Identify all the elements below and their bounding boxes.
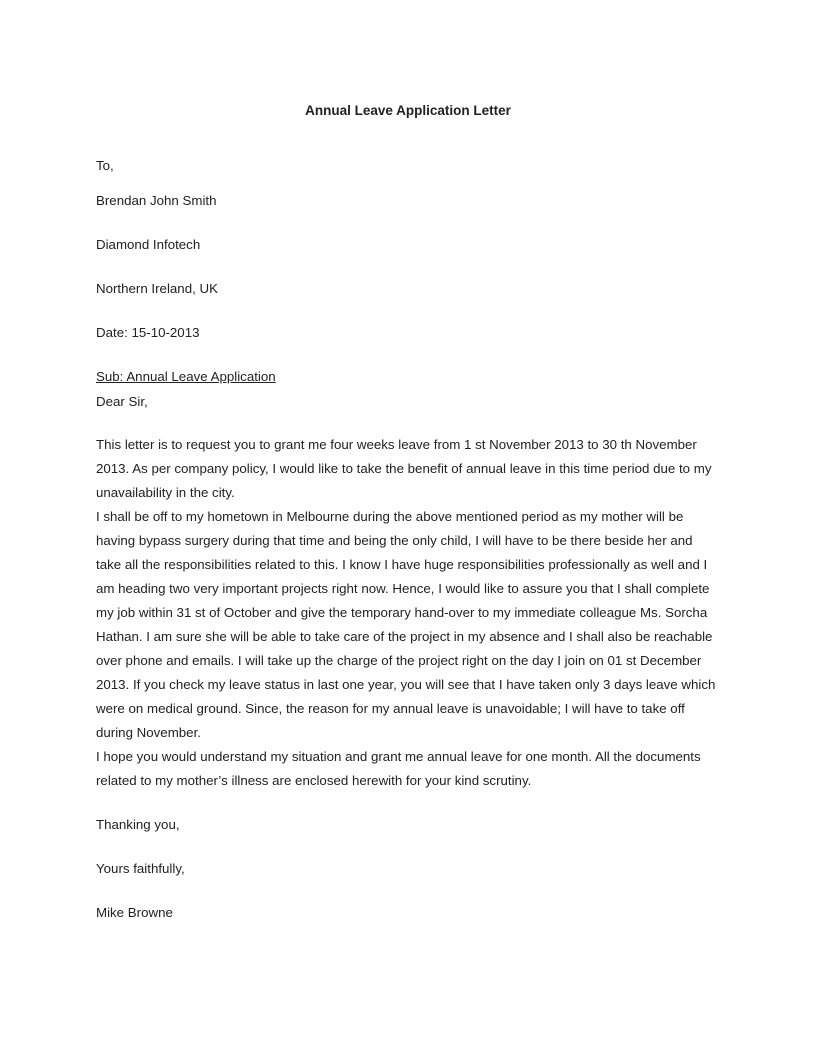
body-line: 2013. As per company policy, I would like to take the benefit of annual leave in this time period due to my (96, 461, 712, 476)
body-line: unavailability in the city. (96, 485, 235, 500)
body-line: having bypass surgery during that time and being the only child, I will have to be there beside her and (96, 533, 693, 548)
closing-line: Thanking you, (96, 817, 180, 832)
recipient-location: Northern Ireland, UK (96, 281, 218, 296)
body-line: over phone and emails. I will take up the charge of the project right on the day I join on 01 st December (96, 653, 702, 668)
subject-line: Sub: Annual Leave Application (96, 369, 276, 384)
letter-body (96, 433, 736, 793)
to-line: To, (96, 158, 114, 173)
body-line: This letter is to request you to grant me four weeks leave from 1 st November 2013 to 30 th November (96, 437, 697, 452)
body-line: I shall be off to my hometown in Melbourne during the above mentioned period as my mother will be (96, 509, 684, 524)
body-line: am heading two very important projects right now. Hence, I would like to assure you that I shall complete (96, 581, 710, 596)
body-line: Hathan. I am sure she will be able to take care of the project in my absence and I shall also be reachable (96, 629, 713, 644)
recipient-name: Brendan John Smith (96, 193, 217, 208)
body-line: during November. (96, 725, 201, 740)
body-line: I hope you would understand my situation and grant me annual leave for one month. All the documents (96, 749, 701, 764)
letter-title: Annual Leave Application Letter (305, 103, 511, 118)
sign-off: Yours faithfully, (96, 861, 185, 876)
letter-date: Date: 15-10-2013 (96, 325, 200, 340)
body-line: were on medical ground. Since, the reason for my annual leave is unavoidable; I will have to take off (96, 701, 685, 716)
body-line: take all the responsibilities related to this. I know I have huge responsibilities professionally as well and I (96, 557, 708, 572)
body-line: 2013. If you check my leave status in last one year, you will see that I have taken only 3 days leave which (96, 677, 716, 692)
salutation: Dear Sir, (96, 394, 148, 409)
recipient-company: Diamond Infotech (96, 237, 201, 252)
sender-name: Mike Browne (96, 905, 173, 920)
body-line: my job within 31 st of October and give the temporary hand-over to my immediate colleague Ms. Sorcha (96, 605, 708, 620)
body-line: related to my mother’s illness are enclosed herewith for your kind scrutiny. (96, 773, 532, 788)
